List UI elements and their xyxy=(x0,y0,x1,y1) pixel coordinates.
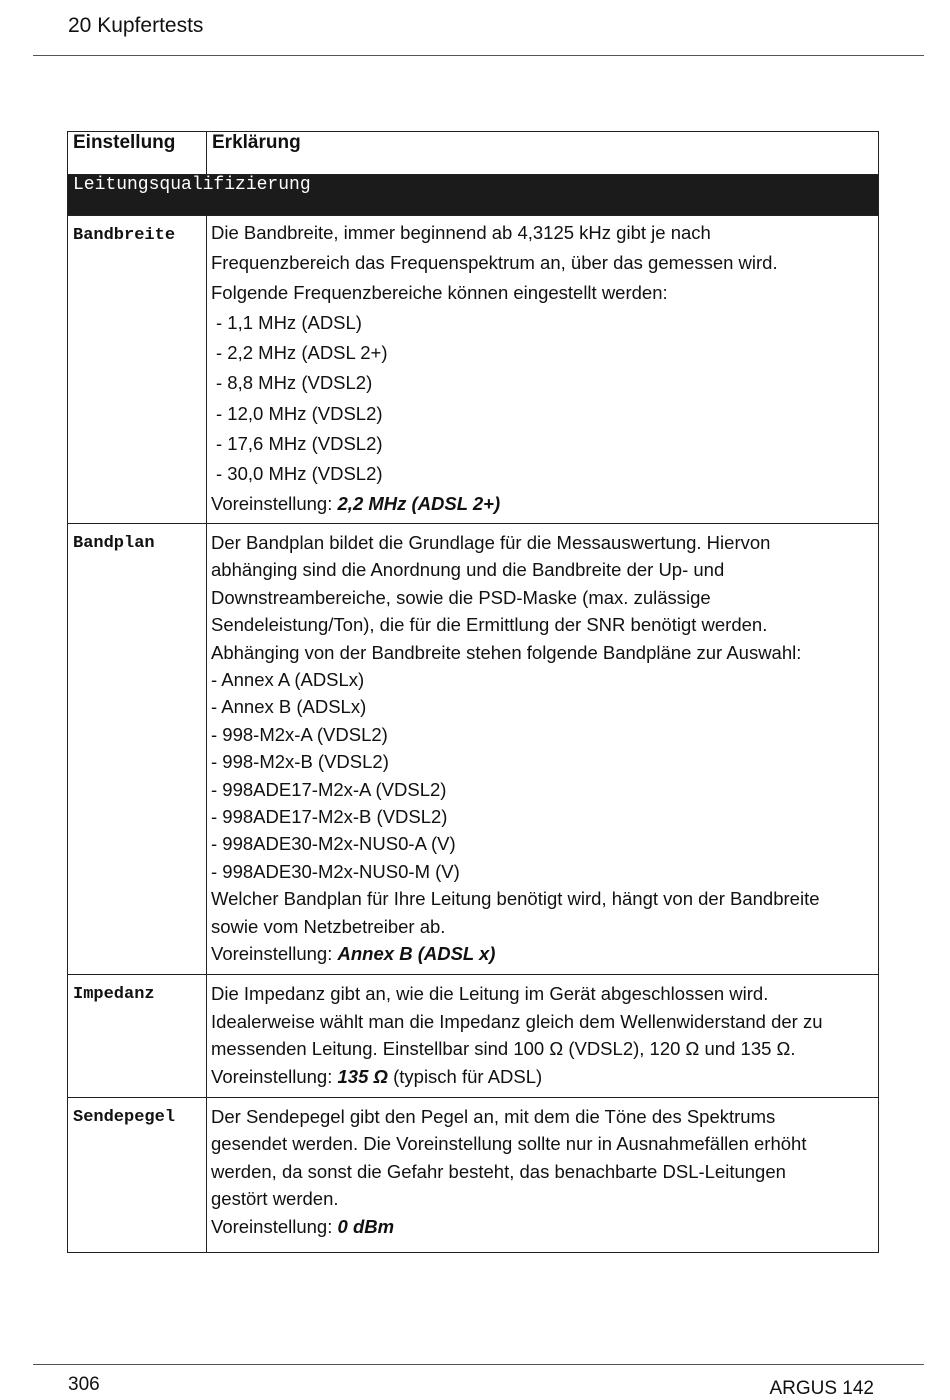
page-header-title: 20 Kupfertests xyxy=(68,14,204,37)
table-row xyxy=(68,216,879,524)
description-line: sowie vom Netzbetreiber ab. xyxy=(211,915,446,937)
description-line: Der Sendepegel gibt den Pegel an, mit dem die Töne des Spektrums xyxy=(211,1106,776,1128)
list-item: - 1,1 MHz (ADSL) xyxy=(216,312,362,334)
list-item: - 998ADE17-M2x-A (VDSL2) xyxy=(211,778,447,800)
description-line: Der Bandplan bildet die Grundlage für die Messauswertung. Hiervon xyxy=(211,531,771,553)
description-line: werden, da sonst die Gefahr besteht, das benachbarte DSL-Leitungen xyxy=(211,1160,786,1182)
default-value: 135 Ω xyxy=(337,1065,388,1087)
list-item: - 998ADE17-M2x-B (VDSL2) xyxy=(211,806,448,827)
description-line: Downstreambereiche, sowie die PSD-Maske (max. zulässige xyxy=(211,586,711,608)
list-item: - 998ADE30-M2x-NUS0-M (V) xyxy=(211,860,460,882)
column-header-setting: Einstellung xyxy=(68,132,207,175)
setting-name: Sendepegel xyxy=(68,1098,207,1253)
list-item: - 998-M2x-A (VDSL2) xyxy=(211,723,388,745)
description-line: Abhänging von der Bandbreite stehen folgende Bandpläne zur Auswahl: xyxy=(211,641,802,663)
default-value: 0 dBm xyxy=(337,1215,395,1237)
setting-description xyxy=(207,1098,879,1253)
list-item: - 2,2 MHz (ADSL 2+) xyxy=(216,342,388,364)
default-setting xyxy=(211,940,874,967)
description-line: gestört werden. xyxy=(211,1188,339,1210)
default-setting xyxy=(211,1213,874,1240)
list-item: - 998-M2x-B (VDSL2) xyxy=(211,751,389,773)
description-line: Frequenzbereich das Frequenspektrum an, über das gemessen wird. xyxy=(211,252,778,274)
setting-name: Impedanz xyxy=(68,975,207,1098)
setting-name: Bandbreite xyxy=(68,216,207,524)
list-item: - Annex A (ADSLx) xyxy=(211,668,365,690)
table-row xyxy=(68,523,879,975)
option-list xyxy=(211,308,874,489)
setting-description xyxy=(207,216,879,524)
default-value: 2,2 MHz (ADSL 2+) xyxy=(337,492,501,514)
default-label: Voreinstellung: xyxy=(211,1065,338,1087)
list-item: - 12,0 MHz (VDSL2) xyxy=(216,402,383,424)
table-row xyxy=(68,975,879,1098)
header-divider xyxy=(33,55,924,56)
default-label: Voreinstellung: xyxy=(211,943,338,965)
description-line: gesendet werden. Die Voreinstellung sollte nur in Ausnahmefällen erhöht xyxy=(211,1133,807,1155)
page-number: 306 xyxy=(68,1374,100,1395)
list-item: - 30,0 MHz (VDSL2) xyxy=(216,462,383,484)
description-line: Folgende Frequenzbereiche können eingestellt werden: xyxy=(211,282,668,304)
table-header-row xyxy=(68,132,879,175)
option-list xyxy=(211,666,874,885)
list-item: - 998ADE30-M2x-NUS0-A (V) xyxy=(211,833,456,855)
default-setting xyxy=(211,1063,874,1090)
default-label: Voreinstellung: xyxy=(211,1215,338,1237)
description-line: Welcher Bandplan für Ihre Leitung benötigt wird, hängt von der Bandbreite xyxy=(211,888,820,910)
footer-divider xyxy=(33,1364,924,1365)
section-row xyxy=(68,175,879,216)
table-row xyxy=(68,1098,879,1253)
setting-description xyxy=(207,523,879,975)
description-line: abhänging sind die Anordnung und die Bandbreite der Up- und xyxy=(211,559,725,581)
setting-description xyxy=(207,975,879,1098)
description-line: messenden Leitung. Einstellbar sind 100 Ω (VDSL2), 120 Ω und 135 Ω. xyxy=(211,1038,796,1060)
default-value: Annex B (ADSL x) xyxy=(337,943,496,965)
description-line: Sendeleistung/Ton), die für die Ermittlung der SNR benötigt werden. xyxy=(211,614,768,636)
description-line: Idealerweise wählt man die Impedanz gleich dem Wellenwiderstand der zu xyxy=(211,1010,823,1032)
list-item: - Annex B (ADSLx) xyxy=(211,696,367,718)
setting-name: Bandplan xyxy=(68,523,207,975)
list-item: - 8,8 MHz (VDSL2) xyxy=(216,372,373,394)
description-line: Die Impedanz gibt an, wie die Leitung im Gerät abgeschlossen wird. xyxy=(211,983,769,1005)
default-label: Voreinstellung: xyxy=(211,492,338,514)
default-setting xyxy=(211,489,874,519)
column-header-explanation: Erklärung xyxy=(207,132,879,175)
section-title: Leitungsqualifizierung xyxy=(68,175,879,216)
settings-table xyxy=(67,131,879,1253)
product-name: ARGUS 142 xyxy=(769,1378,874,1399)
list-item: - 17,6 MHz (VDSL2) xyxy=(216,432,383,454)
description-line: Die Bandbreite, immer beginnend ab 4,3125 kHz gibt je nach xyxy=(211,222,711,243)
default-note: (typisch für ADSL) xyxy=(387,1065,543,1087)
